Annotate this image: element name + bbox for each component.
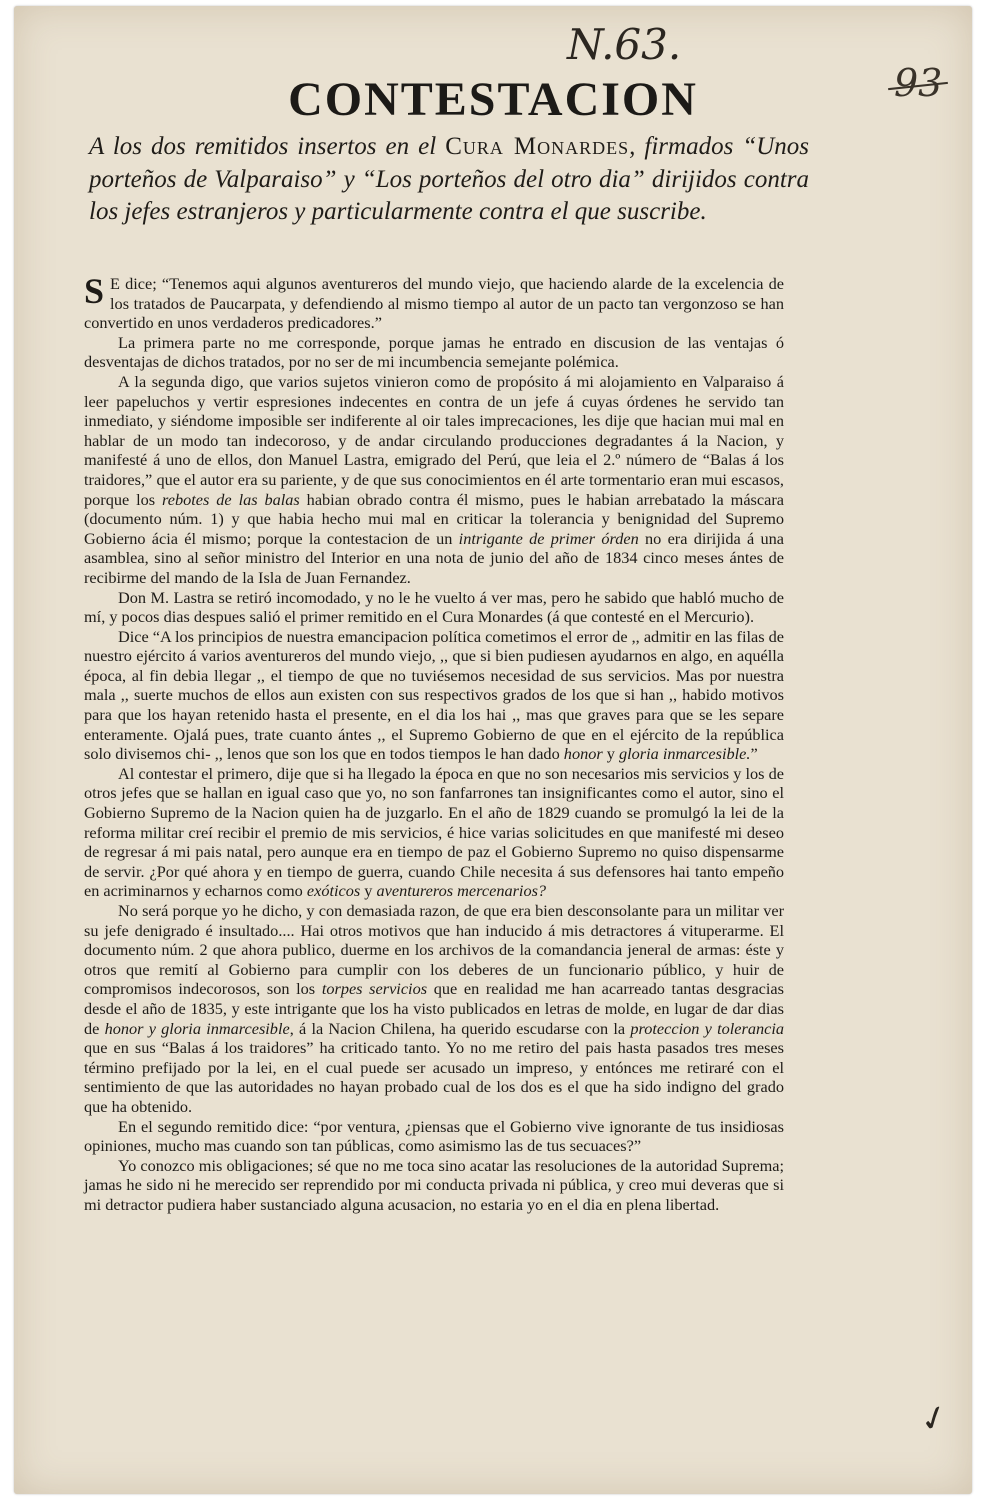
p5-text-a: Dice “A los principios de nuestra emancipacion política cometimos el error de ,, admitir en las filas de nuestro ejército á varios aventureros del mundo viejo, ,, que si bien pudiesen ayudarnos en algo, en aquélla época, al fin debia llegar ,, el tiempo de que no tuviésemos necesidad de sus servicios. Mas por nuestra mala ,, suerte muchos de ellos aun existen con sus respectivos grados de los que si han ,, habido motivos para que los hayan retenido hasta el presente, en el dia los hai ,, mas que graves para que se les separe enteramente. Ojalá pues, trate cuanto ántes ,, el Supremo Gobierno de que en el ejército de la república solo divisemos chi- ,, lenos que son los que en todos tiempos le han dado [84,626,784,764]
paragraph-9: Yo conozco mis obligaciones; sé que no me toca sino acatar las resoluciones de la autoridad Suprema; jamas he sido ni he merecido ser reprendido por mi conducta privada ni pública, y creo mui deveras que si mi detractor pudiera haber sustanciado alguna acusacion, no estaria yo en el dia en plena libertad. [84,1155,784,1214]
paragraph-8: En el segundo remitido dice: “por ventura, ¿piensas que el Gobierno vive ignorante de tus insidiosas opiniones, mucho mas cuando son tan públicas, como asimismo las de tus secuaces?” [84,1116,784,1156]
p5-text-e: ” [750,744,758,764]
paragraph-4: Don M. Lastra se retiró incomodado, y no le he vuelto á ver mas, pero he sabido que habló mucho de mí, y pocos dias despues salió el primer remitido en el Cura Monardes (á que contesté en el Mercurio). [84,587,784,627]
document-number: N.63. [567,20,682,69]
p3-italic-d: intrigante de primer órden [458,528,639,548]
document-body [84,271,785,1215]
p3-text-e: no era dirijida á una asamblea, sino al señor ministro del Interior en una nota de junio del año de 1834 cinco meses ántes de recibirme del mando de la Isla de Juan Fernandez. [84,528,785,587]
p7-text-c: que en realidad me han acarreado tantas desgracias desde el año de 1835, y este intrigante que los ha visto publicados en letras de molde, en lugar de dar dias de [84,979,784,1038]
p3-text-c: habian obrado contra él mismo, pues le habian arrebatado la máscara (documento núm. 1) y que habia hecho mui mal en criticar la tolerancia y benignidad del Supremo Gobierno ácia él mismo; porque la contestacion de un [84,489,784,548]
p7-italic-d: honor y gloria inmarcesible [104,1018,290,1038]
p6-italic-d: aventureros mercenarios? [376,881,547,901]
paragraph-7 [84,901,784,1117]
p7-text-g: que en sus “Balas á los traidores” ha criticado tanto. Yo no me retiro del pais hasta pasados tres meses término prefijado por la lei, en el cual puede ser acusado un impreso, y entónces me retiraré con el sentimiento de que las autoridades no hayan probado cual de los dos es el que ha sido indigno del grado que ha obtenido. [84,1038,784,1116]
paragraph-5-quotation [84,627,784,764]
p3-italic-b: rebotes de las balas [162,489,300,509]
subtitle-part3: , firmados “Unos porteños de Valparaiso” y “Los porteños del otro dia” dirijidos contra los jefes estranjeros y particularmente contra el que suscribe. [89,133,810,225]
p5-text-c: y [602,744,619,764]
p7-text-e: , á la Nacion Chilena, ha querido escudarse con la [289,1018,631,1038]
document-title: CONTESTACION [288,73,698,126]
p6-text-a: Al contestar el primero, dije que si ha llegado la época en que no son necesarios mis servicios y los de otros jefes que se hallan en igual caso que yo, no son fanfarrones tan insignificantes como el autor, sino el Gobierno Supremo de la Nacion quien ha de juzgarlo. En el año de 1829 cuando se promulgó la lei de la reforma militar creí recibir el premio de mis servicios, é hice varias solicitudes en que manifesté mi deseo de regresar á mi pais natal, pero aunque era en tiempo de paz el Gobierno Supremo no quiso dispensarme de servir. ¿Por qué ahora y en tiempo de guerra, cuando Chile necesita á sus defensores hai tanto empeño en acriminarnos y echarnos como [84,763,784,901]
paragraph-6 [84,764,784,901]
paragraph-3 [84,372,784,588]
handwritten-corner-mark: ✓ [914,1397,954,1442]
document-sheet [14,6,972,1494]
paragraph-1 [84,271,784,333]
p6-text-c: y [360,881,377,901]
paragraph-2: La primera parte no me corresponde, porque jamas he entrado en discusion de las ventajas ó desventajas de dichos tratados, por no ser de mi incumbencia semejante polémica. [84,332,784,372]
p7-italic-b: torpes servicios [321,979,428,999]
subtitle-newspaper-name: Cura Monardes [445,133,630,160]
subtitle-part1: A los dos remitidos insertos en el [89,133,446,160]
folio-number: 93 [894,61,943,105]
paragraph-1-text: E dice; “Tenemos aqui algunos aventureros del mundo viejo, que haciendo alarde de la excelencia de los tratados de Paucarpata, y defendiendo al mismo tiempo al autor de un pacto tan vergonzoso se han convertido en unos verdaderos predicadores.” [84,274,784,333]
drop-cap: S [84,271,105,311]
p5-italic-d: gloria inmarcesible. [618,744,751,764]
p7-italic-f: proteccion y tolerancia [630,1018,784,1038]
p5-italic-b: honor [563,744,603,764]
p7-text-a: No será porque yo he dicho, y con demasiada razon, de que era bien desconsolante para un militar ver su jefe denigrado é insultado.... Hai otros motivos que han inducido á mis detractores á vituperarme. El documento núm. 2 que ahora publico, duerme en los archivos de la comandancia jeneral de armas: éste y otros que remití al Gobierno para cumplir con los deberes de un funcionario público, y huir de compromisos indecorosos, son los [84,901,784,999]
p6-italic-b: exóticos [306,881,361,901]
document-subtitle [89,131,809,229]
p3-text-a: A la segunda digo, que varios sujetos vinieron como de propósito á mi alojamiento en Valparaiso á leer papeluchos y vertir espresiones indecentes en contra de un jefe á cuyas órdenes he servido tan inmediato, y siéndome imposible ser indiferente al oir tales imprecaciones, les dije que hacian mui mal en hablar de un modo tan indecoroso, y de andar circulando producciones degradantes á la Nacion, y manifesté á uno de ellos, don Manuel Lastra, emigrado del Perú, que leia el 2.º número de “Balas á los traidores,” que el autor era su pariente, y de que sus conocimientos en él arte tormentario eran mui escasos, porque los [84,371,784,509]
